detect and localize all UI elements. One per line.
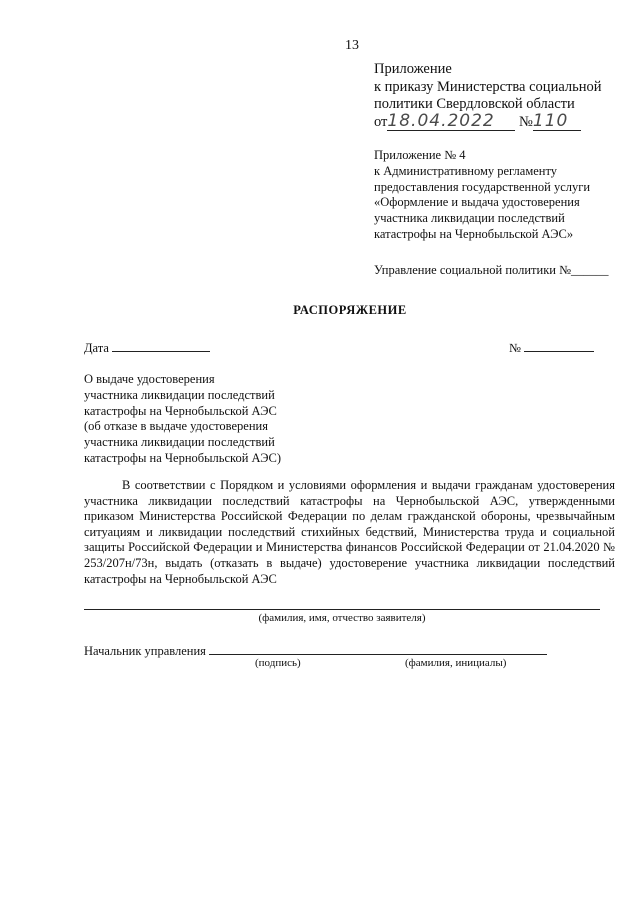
head-signature-blank [209,642,547,655]
regulation-line: «Оформление и выдача удостоверения [374,195,580,210]
date-prefix: от [374,113,388,130]
body-text: В соответствии с Порядком и условиями оформления и выдачи гражданам удостоверения участника ликвидации последствий катастрофы на Чернобыльской АЭС, утвержденными приказом Министерства Российской Федерации по делам гражданской обороны, чрезвычайным ситуациям и ликвидации последствий стихийных бедствий, Министерства труда и социальной защиты Российской Федерации и Министерства финансов Российской Федерации от 21.04.2020 № 253/207н/73н, выдать (отказать в выдаче) удостоверение участника ликвидации последствий катастрофы на Чернобыльской АЭС [84,478,615,586]
regulation-line: участника ликвидации последствий [374,211,565,226]
number-label: № [509,341,521,355]
department-line: Управление социальной политики №______ [374,263,609,277]
page-number: 13 [345,38,359,53]
date-label: Дата [84,341,109,355]
appendix-line-2: к приказу Министерства социальной [374,78,602,95]
applicant-caption: (фамилия, имя, отчество заявителя) [258,612,426,624]
regulation-line: предоставления государственной услуги [374,179,591,194]
applicant-name-line [84,609,600,610]
body-paragraph [84,478,615,587]
document-title: РАСПОРЯЖЕНИЕ [293,303,407,317]
appendix-line-1: Приложение [374,61,452,77]
subject-block [84,372,281,467]
name-initials-caption: (фамилия, инициалы) [405,657,507,669]
handwritten-number: 110 [532,110,569,131]
number-prefix: № [519,113,533,130]
regulation-line: катастрофы на Чернобыльской АЭС» [374,226,574,241]
date-field [84,339,210,356]
regulation-line: Приложение № 4 [374,148,466,162]
appendix-line-3: политики Свердловской области [374,96,575,112]
subject-line: участника ликвидации последствий [84,435,275,450]
regulation-appendix-block [374,148,614,243]
date-blank [112,339,210,352]
head-label: Начальник управления [84,644,206,658]
appendix-date-number-row [374,110,602,132]
subject-line: (об отказе в выдаче удостоверения [84,419,268,434]
number-field [509,339,594,356]
handwritten-date: 18.04.2022 [387,110,495,131]
subject-line: катастрофы на Чернобыльской АЭС) [84,450,281,465]
subject-line: катастрофы на Чернобыльской АЭС [84,403,277,418]
number-blank [524,339,594,352]
subject-line: О выдаче удостоверения [84,372,215,386]
signature-caption: (подпись) [255,657,301,669]
regulation-line: к Административному регламенту [374,163,558,178]
order-appendix-header [374,61,602,131]
subject-line: участника ликвидации последствий [84,387,275,402]
